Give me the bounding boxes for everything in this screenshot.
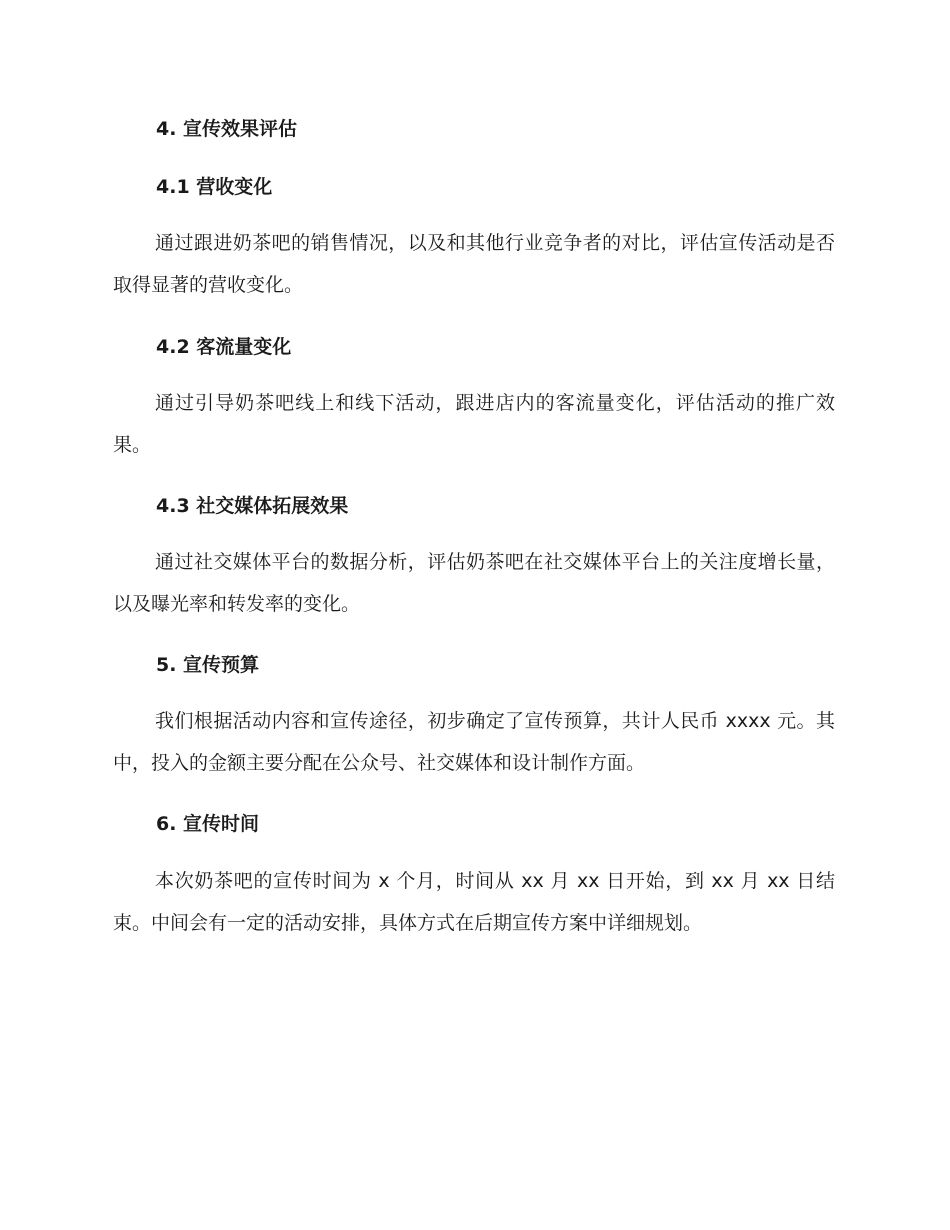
section-heading-4: 4. 宣传效果评估 [156, 118, 298, 140]
section-heading-5: 5. 宣传预算 [156, 654, 260, 676]
section-heading-6: 6. 宣传时间 [156, 813, 260, 835]
section-heading-4-1: 4.1 营收变化 [156, 176, 273, 198]
section-heading-4-3: 4.3 社交媒体拓展效果 [156, 495, 349, 517]
section-body-4-2: 通过引导奶茶吧线上和线下活动，跟进店内的客流量变化，评估活动的推广效果。 [113, 392, 835, 456]
section-body-5: 我们根据活动内容和宣传途径，初步确定了宣传预算，共计人民币 xxxx 元。其中，投入的金额主要分配在公众号、社交媒体和设计制作方面。 [113, 710, 835, 774]
section-body-4-3: 通过社交媒体平台的数据分析，评估奶茶吧在社交媒体平台上的关注度增长量，以及曝光率和转发率的变化。 [113, 551, 835, 615]
section-body-4-1: 通过跟进奶茶吧的销售情况，以及和其他行业竞争者的对比，评估宣传活动是否取得显著的营收变化。 [113, 232, 835, 296]
section-heading-4-2: 4.2 客流量变化 [156, 336, 292, 358]
section-body-6: 本次奶茶吧的宣传时间为 x 个月，时间从 xx 月 xx 日开始，到 xx 月 xx 日结束。中间会有一定的活动安排，具体方式在后期宣传方案中详细规划。 [113, 870, 835, 934]
